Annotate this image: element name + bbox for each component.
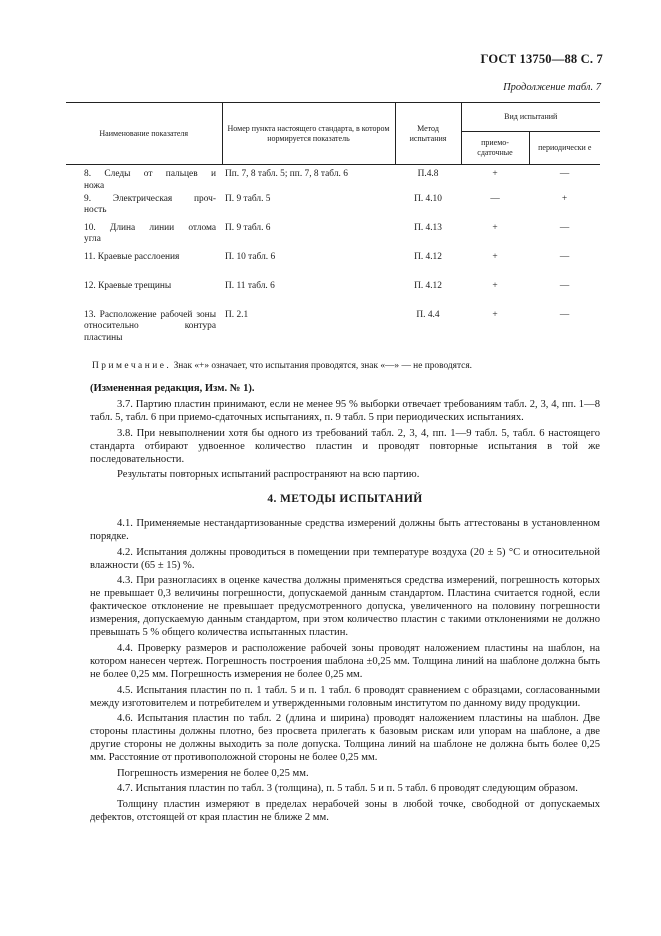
- table-note: [92, 361, 472, 371]
- table-row: [66, 223, 600, 252]
- paragraph-results: Результаты повторных испытаний распространяют на всю партию.: [117, 469, 420, 481]
- standard-item-cell: П. 11 табл. 6: [225, 280, 275, 291]
- periodic-mark: —: [559, 280, 570, 291]
- periodic-mark: —: [559, 222, 570, 233]
- table-row: [66, 281, 600, 310]
- column-header-acceptance: приемо-сдаточные: [461, 132, 529, 165]
- standard-item-cell: П. 9 табл. 6: [225, 222, 271, 233]
- document-body: [90, 382, 600, 827]
- acceptance-mark: +: [492, 309, 498, 320]
- acceptance-mark: +: [492, 222, 498, 233]
- table-row: [66, 252, 600, 281]
- table-row: [66, 310, 600, 345]
- standard-item-cell: П. 9 табл. 5: [225, 193, 271, 204]
- table-row: [66, 165, 600, 194]
- paragraph-4-6-error: Погрешность измерения не более 0,25 мм.: [117, 767, 309, 779]
- method-cell: П. 4.12: [414, 251, 442, 262]
- periodic-mark: —: [559, 251, 570, 262]
- column-header-name: Наименование показателя: [66, 103, 222, 165]
- indicator-name-cell: 8. Следы от пальцев и ножа: [84, 169, 216, 191]
- method-cell: П. 4.12: [414, 280, 442, 291]
- paragraph-4-7-thickness: Толщину пластин измеряют в пределах нерабочей зоны в любой точке, свободной от допускаемых дефектов, отстоящей от края пластин не ближе 2 мм.: [90, 798, 600, 823]
- indicator-name-cell: 12. Краевые трещины: [84, 280, 172, 291]
- method-cell: П. 4.10: [414, 193, 442, 204]
- paragraph-4-6: 4.6. Испытания пластин по табл. 2 (длина и ширина) проводят наложением пластины на шаблон. Две стороны пластины должны плотно, без просвета прилегать к базовым рискам или упорам на шаблоне, а две другие стороны не должны выходить за поле допуска. Толщина линий на шаблоне не должна быть более 0,25 мм. Расстояние от противоположной стороны не более 0,25 мм.: [90, 713, 600, 764]
- column-header-test-type: Вид испытаний: [461, 103, 600, 132]
- standard-item-cell: П. 10 табл. 6: [225, 251, 276, 262]
- paragraph-3-7: 3.7. Партию пластин принимают, если не менее 95 % выборки отвечает требованиям табл. 2, 3, 4, пп. 1—8 табл. 5, табл. 6 при приемо-сдаточных испытаниях, п. 9 табл. 5 при периодических испытаниях.: [90, 399, 600, 423]
- paragraph-4-7: 4.7. Испытания пластин по табл. 3 (толщина), п. 5 табл. 5 и п. 5 табл. 6 проводят следующим образом.: [117, 783, 578, 795]
- acceptance-mark: —: [490, 193, 500, 204]
- acceptance-mark: +: [492, 251, 498, 262]
- section-title: 4. МЕТОДЫ ИСПЫТАНИЙ: [267, 493, 423, 506]
- acceptance-mark: +: [492, 169, 498, 179]
- periodic-mark: —: [559, 169, 570, 179]
- indicator-name-cell: 11. Краевые расслоения: [84, 251, 180, 262]
- method-cell: П. 4.13: [414, 222, 442, 233]
- paragraph-4-2: 4.2. Испытания должны проводиться в помещении при температуре воздуха (20 ± 5) °С и относительной влажности (65 ± 15) %.: [90, 546, 600, 571]
- paragraph-4-3: 4.3. При разногласиях в оценке качества должны применяться средства измерений, погрешность которых не превышает 0,3 величины погрешности, допускаемой данным стандартом. Пластина считается годной, если фактическое отклонение не превышает предусмотренного допуска, увеличенного на половину погрешности измерения, допускаемую данным стандартом, при этом количество пластин с такими отклонениями не должно превышать 5 % общего количества испытанных пластин.: [90, 575, 600, 639]
- standard-item-cell: Пп. 7, 8 табл. 5; пп. 7, 8 табл. 6: [225, 169, 348, 179]
- acceptance-mark: +: [492, 280, 498, 291]
- column-header-item: Номер пункта настоящего стандарта, в котором нормируется показатель: [222, 103, 395, 165]
- indicator-name-cell: 13. Расположение рабочей зоны относительно контура пластины: [84, 309, 216, 343]
- column-header-method: Метод испытания: [395, 103, 461, 165]
- test-types-table: [66, 102, 600, 345]
- method-cell: П.4.8: [417, 169, 439, 179]
- method-cell: П. 4.4: [416, 309, 440, 320]
- paragraph-3-8: 3.8. При невыполнении хотя бы одного из требований табл. 2, 3, 4, пп. 1—9 табл. 5, табл. 6 настоящего стандарта отбирают удвоенное количество пластин и проводят повторные испытания в той же последовательности.: [90, 427, 600, 465]
- note-text: Знак «+» означает, что испытания проводятся, знак «—» — не проводятся.: [173, 361, 472, 371]
- standard-item-cell: П. 2.1: [225, 309, 249, 320]
- indicator-name-cell: 9. Электрическая проч- ность: [84, 193, 216, 216]
- page-header: ГОСТ 13750—88 С. 7: [480, 52, 603, 66]
- table-row: [66, 194, 600, 223]
- indicator-name-cell: 10. Длина линии отлома угла: [84, 222, 216, 245]
- amendment-note: (Измененная редакция, Изм. № 1).: [90, 383, 255, 394]
- paragraph-4-4: 4.4. Проверку размеров и расположение рабочей зоны проводят наложением пластины на шаблон, на котором нанесен чертеж. Погрешность построения шаблона ±0,25 мм. Толщина линий на шаблоне должна быть не более 0,25 мм. Погрешность измерения не более 0,25 мм.: [90, 642, 600, 680]
- note-label: Примечание.: [92, 361, 172, 371]
- periodic-mark: +: [561, 193, 568, 204]
- paragraph-4-1: 4.1. Применяемые нестандартизованные средства измерений должны быть аттестованы в установленном порядке.: [90, 518, 600, 543]
- paragraph-4-5: 4.5. Испытания пластин по п. 1 табл. 5 и п. 1 табл. 6 проводят сравнением с образцами, согласованными между изготовителем и потребителем и утвержденными головным институтом по данному виду продукции.: [90, 684, 600, 709]
- table-continuation-caption: Продолжение табл. 7: [503, 82, 601, 93]
- periodic-mark: —: [559, 309, 570, 320]
- column-header-periodic: периодически е: [529, 132, 600, 165]
